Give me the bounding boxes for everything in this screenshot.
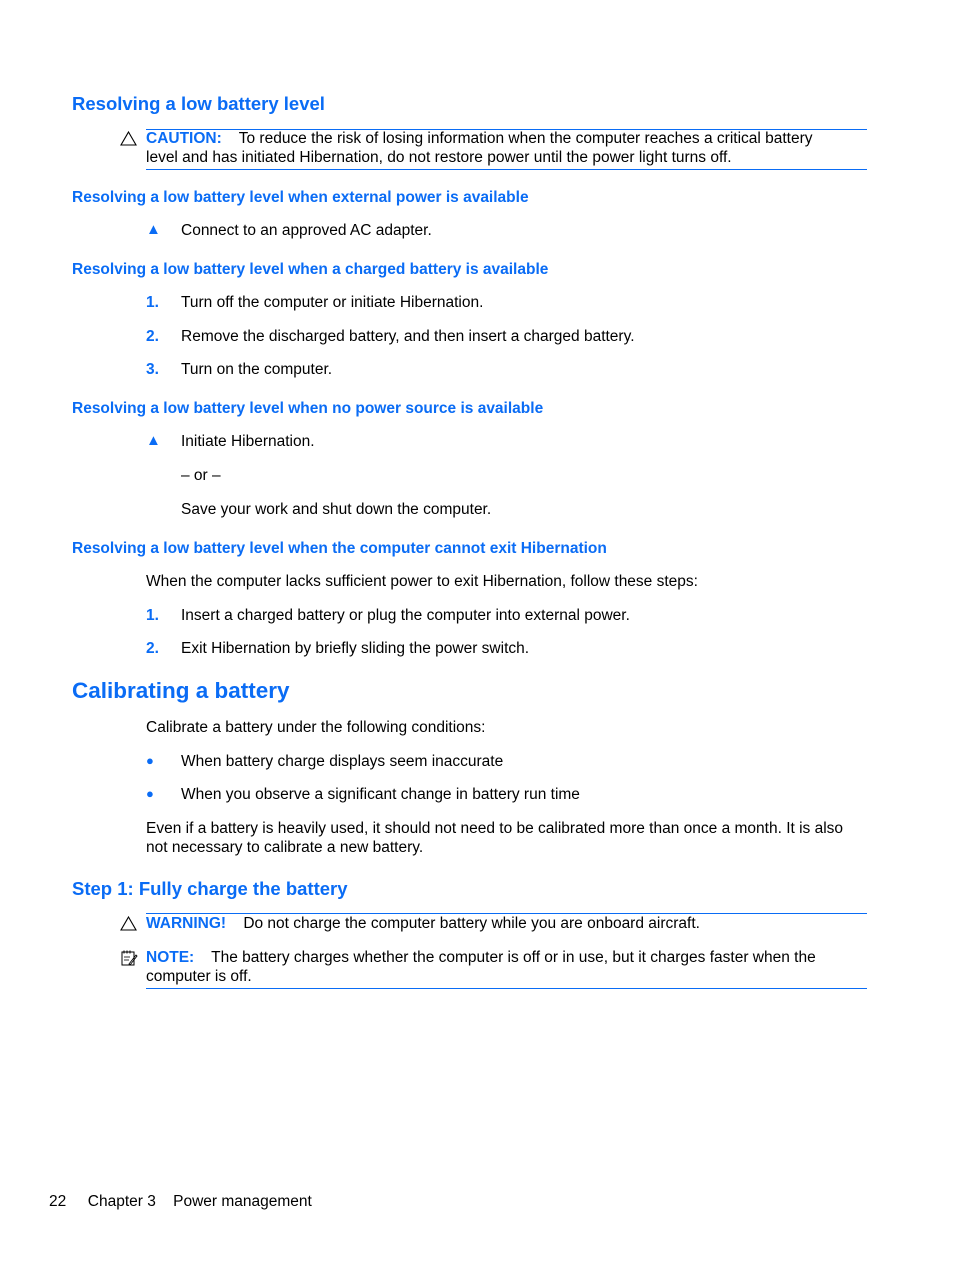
calibrating-intro: Calibrate a battery under the following conditions: <box>146 719 486 736</box>
or-separator: – or – <box>181 467 221 484</box>
section-title-low-battery: Resolving a low battery level <box>72 93 325 114</box>
step-number: 1. <box>146 294 159 311</box>
no-power-alt-step: Save your work and shut down the computer. <box>181 501 492 518</box>
step-number: 2. <box>146 328 159 345</box>
step-marker-icon: ▲ <box>146 221 161 238</box>
list-item: Remove the discharged battery, and then insert a charged battery. <box>181 328 635 345</box>
caution-text: To reduce the risk of losing information when the computer reaches a critical battery <box>238 130 813 147</box>
caution-label: CAUTION: <box>146 130 222 147</box>
warning-triangle-icon <box>120 916 137 931</box>
subsection-title-no-power: Resolving a low battery level when no power source is available <box>72 400 544 417</box>
warning-triangle-icon <box>120 131 137 146</box>
external-power-step: Connect to an approved AC adapter. <box>181 222 432 239</box>
calibrating-para-line-2: not necessary to calibrate a new battery. <box>146 839 424 856</box>
note-bottom-rule <box>146 988 867 989</box>
calibrating-para-line-1: Even if a battery is heavily used, it should not need to be calibrated more than once a month. It is also <box>146 820 844 837</box>
bullet-icon: ● <box>146 786 154 801</box>
note-pad-icon <box>120 949 138 967</box>
step-number: 3. <box>146 361 159 378</box>
step-marker-icon: ▲ <box>146 432 161 449</box>
list-item: When you observe a significant change in battery run time <box>181 786 580 803</box>
list-item: Exit Hibernation by briefly sliding the power switch. <box>181 640 530 657</box>
page-footer <box>49 1192 312 1211</box>
note-text: The battery charges whether the computer is off or in use, but it charges faster when the <box>211 949 816 966</box>
step-number: 2. <box>146 640 159 657</box>
subsection-title-cannot-exit: Resolving a low battery level when the computer cannot exit Hibernation <box>72 540 607 557</box>
warning-label: WARNING! <box>146 915 227 932</box>
page-number: 22 <box>49 1193 67 1210</box>
list-item: Insert a charged battery or plug the computer into external power. <box>181 607 630 624</box>
warning-text: Do not charge the computer battery while you are onboard aircraft. <box>243 915 700 932</box>
warning-line <box>146 914 700 933</box>
cannot-exit-intro: When the computer lacks sufficient power to exit Hibernation, follow these steps: <box>146 573 698 590</box>
bullet-icon: ● <box>146 753 154 768</box>
step-number: 1. <box>146 607 159 624</box>
subsection-title-charged-battery: Resolving a low battery level when a charged battery is available <box>72 261 549 278</box>
subsection-title-external-power: Resolving a low battery level when external power is available <box>72 189 529 206</box>
list-item: Turn on the computer. <box>181 361 333 378</box>
caution-line-2: level and has initiated Hibernation, do not restore power until the power light turns off. <box>146 149 732 166</box>
note-label: NOTE: <box>146 949 195 966</box>
caution-bottom-rule <box>146 169 867 170</box>
list-item: When battery charge displays seem inaccurate <box>181 753 504 770</box>
note-line-1 <box>146 948 816 967</box>
no-power-step: Initiate Hibernation. <box>181 433 315 450</box>
chapter-title: Power management <box>173 1193 312 1210</box>
section-title-calibrating: Calibrating a battery <box>72 678 290 703</box>
section-title-step1: Step 1: Fully charge the battery <box>72 878 348 899</box>
note-line-2: computer is off. <box>146 968 252 985</box>
chapter-label: Chapter 3 <box>87 1193 156 1210</box>
caution-line-1 <box>146 129 813 148</box>
list-item: Turn off the computer or initiate Hibernation. <box>181 294 484 311</box>
